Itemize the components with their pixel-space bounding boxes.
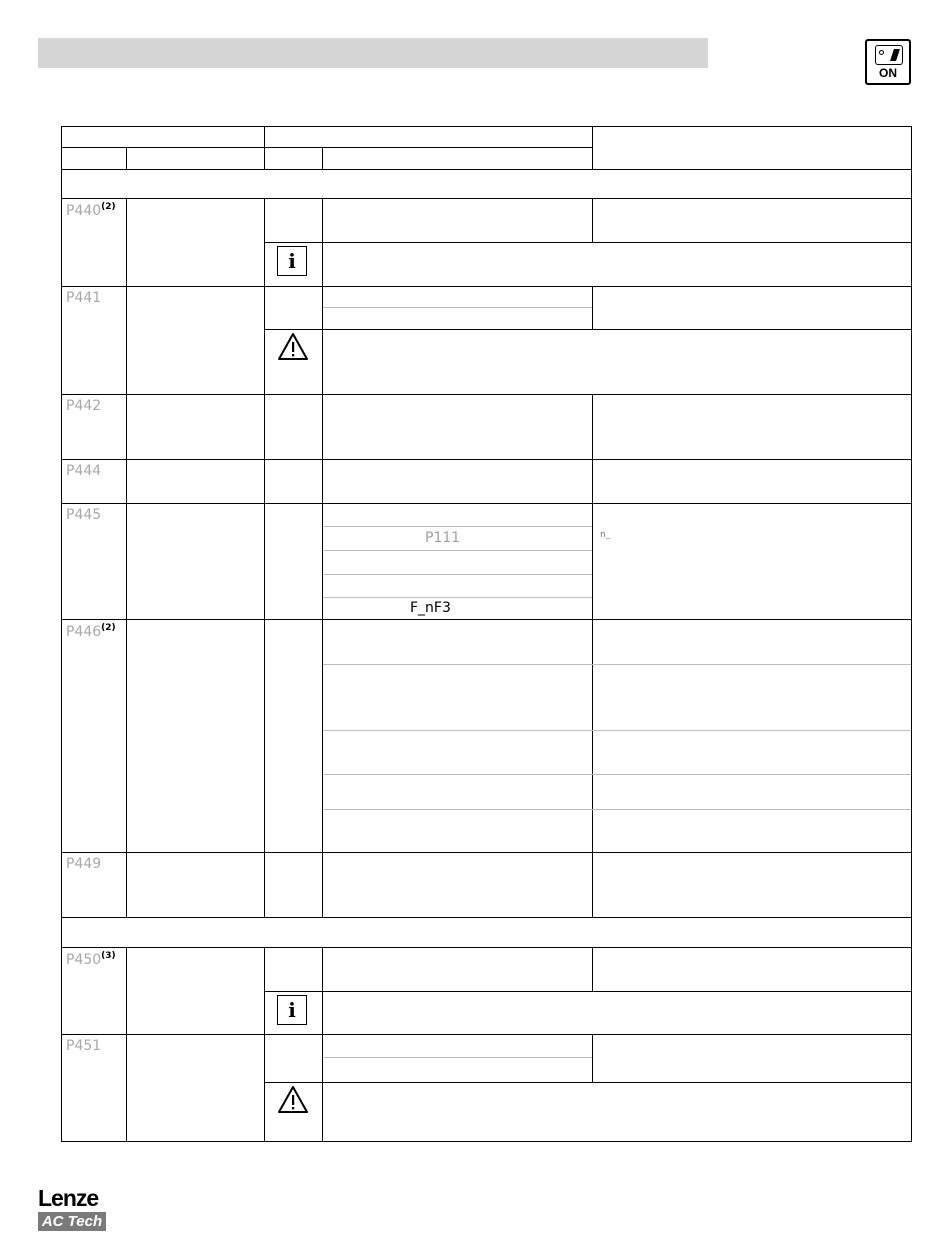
param-code-p449: P449 — [66, 856, 102, 872]
param-code-p444: P444 — [66, 463, 102, 479]
info-icon: i — [277, 995, 307, 1025]
sub-brand-name: AC Tech — [38, 1212, 106, 1231]
param-code-p446: P446$^{(2)}$ — [66, 623, 116, 640]
brand-name: Lenze — [38, 1185, 99, 1211]
warning-icon — [277, 332, 309, 362]
info-icon: i — [277, 246, 307, 276]
lenze-ac-tech-logo — [38, 1186, 108, 1231]
param-code-p440: P440$^{(2)}$ — [66, 202, 116, 219]
param-code-p451: P451 — [66, 1038, 102, 1054]
description-fragment: n_ — [600, 530, 611, 540]
param-code-p441: P441 — [66, 290, 102, 306]
param-code-p442: P442 — [66, 398, 102, 414]
param-code-p445: P445 — [66, 507, 102, 523]
param-code-p450: P450$^{(3)}$ — [66, 951, 116, 968]
warning-icon — [277, 1085, 309, 1115]
setting-value-p111: P111 — [425, 530, 461, 546]
on-label: ON — [879, 66, 897, 80]
setting-value-fnf3: F_nF3 — [410, 600, 451, 616]
